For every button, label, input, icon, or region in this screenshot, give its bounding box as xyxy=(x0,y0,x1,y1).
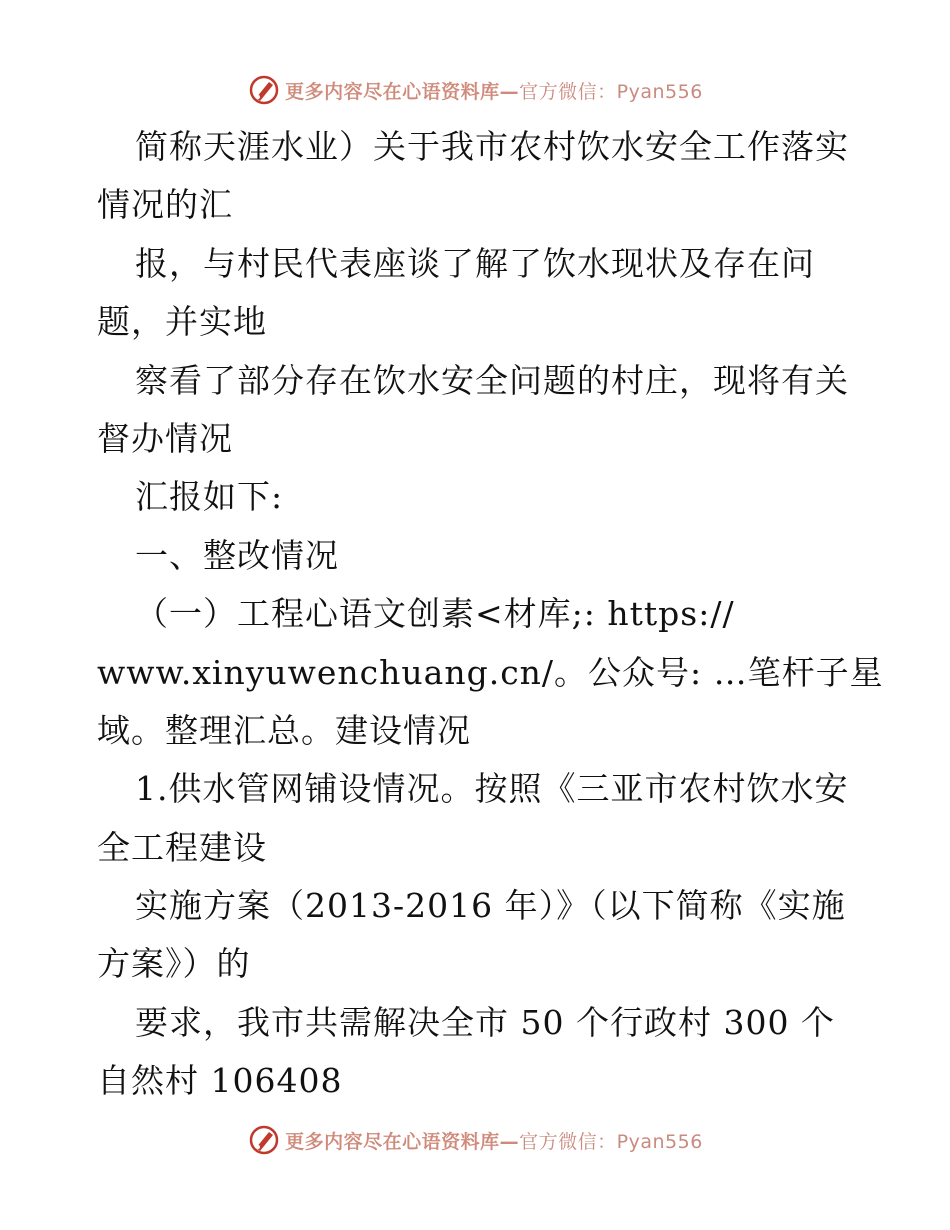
watermark-text: 更多内容尽在心语资料库—官方微信：Pyan556 xyxy=(285,80,703,103)
paragraph-line: 报，与村民代表座谈了解了饮水现状及存在问 xyxy=(135,243,815,283)
paragraph-line: www.xinyuwenchuang.cn/。公众号: …笔杆子星 xyxy=(97,652,884,692)
pen-logo-icon xyxy=(247,1123,281,1157)
paragraph-line: 实施方案（2013-2016 年）》（以下简称《实施 xyxy=(135,886,846,926)
paragraph-line: （一）工程心语文创素<材库;: https:// xyxy=(135,594,735,634)
paragraph-line: 方案》）的 xyxy=(97,944,251,984)
paragraph-line: 题，并实地 xyxy=(97,302,267,342)
footer-watermark-banner xyxy=(0,1120,950,1160)
watermark-text: 更多内容尽在心语资料库—官方微信：Pyan556 xyxy=(285,1130,703,1153)
paragraph-line: 1.供水管网铺设情况。按照《三亚市农村饮水安 xyxy=(135,769,849,809)
paragraph-line: 简称天涯水业）关于我市农村饮水安全工作落实 xyxy=(135,127,849,166)
paragraph-line: 全工程建设 xyxy=(97,827,267,867)
paragraph-line: 汇报如下: xyxy=(135,477,284,517)
paragraph-line: 一、整改情况 xyxy=(135,535,339,575)
pen-logo-icon xyxy=(247,73,281,107)
paragraph-line: 督办情况 xyxy=(97,418,233,458)
paragraph-line: 自然村 106408 xyxy=(97,1061,343,1101)
paragraph-line: 域。整理汇总。建设情况 xyxy=(97,710,471,750)
paragraph-line: 要求，我市共需解决全市 50 个行政村 300 个 xyxy=(135,1002,835,1042)
paragraph-line: 察看了部分存在饮水安全问题的村庄，现将有关 xyxy=(135,360,849,400)
paragraph-line: 情况的汇 xyxy=(97,185,233,225)
header-watermark-banner xyxy=(0,70,950,110)
document-body xyxy=(97,118,884,1111)
